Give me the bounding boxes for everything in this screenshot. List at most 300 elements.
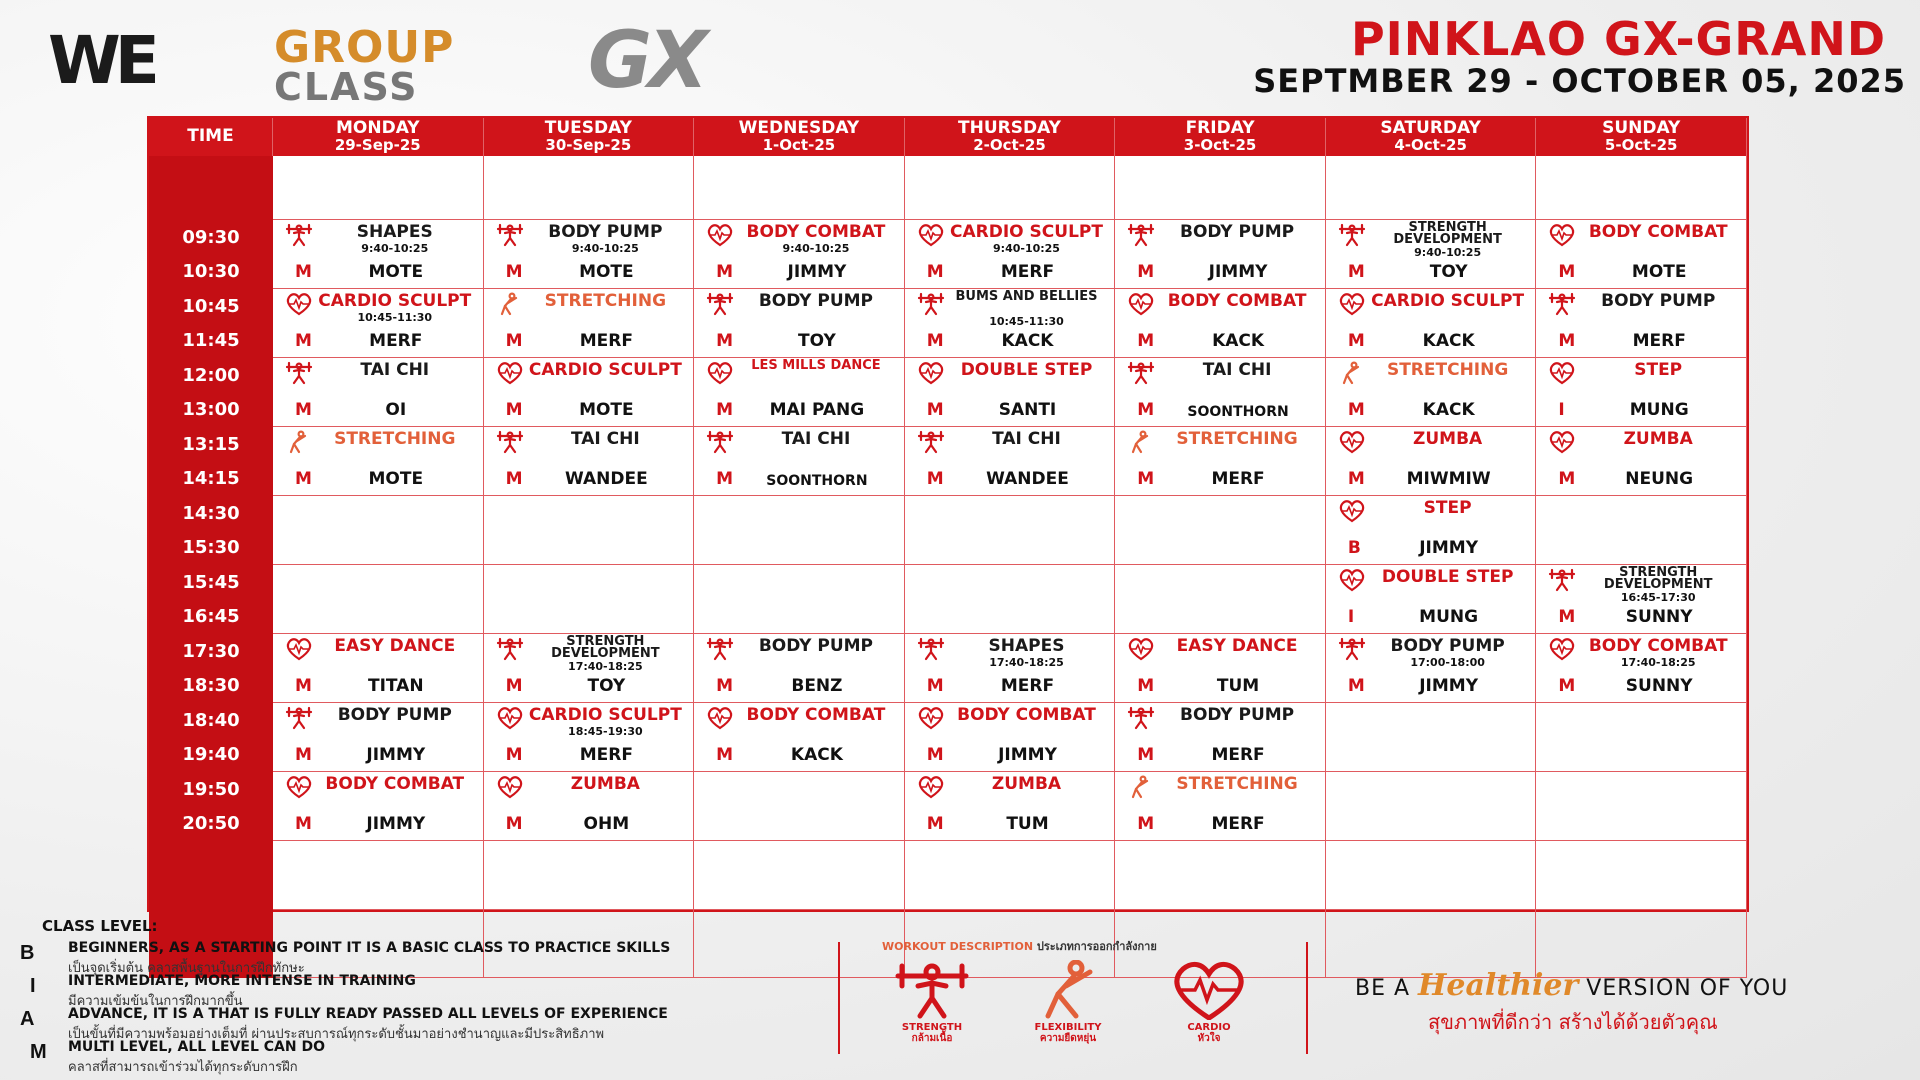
class-card[interactable] <box>1536 427 1747 496</box>
day-date: 2-Oct-25 <box>973 136 1046 155</box>
cardio-icon <box>496 361 524 385</box>
class-time: 17:40-18:25 <box>989 656 1064 669</box>
slot-end: 15:30 <box>182 537 240 559</box>
slot-start: 14:30 <box>182 502 240 524</box>
class-name: STRENGTH DEVELOPMENT <box>1603 565 1713 593</box>
class-name: STRETCHING <box>1176 429 1298 449</box>
class-card[interactable] <box>694 289 905 358</box>
level-letter: I <box>30 975 36 997</box>
trainer-name: JIMMY <box>787 262 847 282</box>
class-level: M <box>505 676 523 696</box>
class-card[interactable] <box>273 220 484 289</box>
class-name: BODY PUMP <box>548 222 663 242</box>
class-name: CARDIO SCULPT <box>528 360 682 380</box>
day-header-sunday <box>1536 118 1747 156</box>
slot-end: 14:15 <box>182 468 240 490</box>
divider <box>838 942 840 1054</box>
class-card[interactable] <box>905 772 1116 841</box>
class-level: M <box>295 745 312 765</box>
class-level: M <box>1558 607 1576 627</box>
trainer-name: MERF <box>1000 676 1055 696</box>
class-name: STRENGTH DEVELOPMENT <box>1393 220 1502 248</box>
class-level: M <box>1347 400 1365 420</box>
schedule-cell <box>484 156 695 220</box>
class-level: M <box>1137 676 1155 696</box>
class-card[interactable] <box>905 427 1116 496</box>
class-level-title: CLASS LEVEL: <box>42 917 158 935</box>
class-time: 9:40-10:25 <box>782 242 850 255</box>
strength-icon <box>285 706 313 730</box>
class-card[interactable] <box>273 703 484 772</box>
trainer-name: JIMMY <box>1419 538 1479 558</box>
schedule-cell <box>905 565 1116 634</box>
schedule-cell <box>1326 156 1537 220</box>
trainer-name: WANDEE <box>986 469 1069 489</box>
trainer-name: MOTE <box>1631 262 1687 282</box>
strength-icon <box>706 430 734 454</box>
trainer-name: JIMMY <box>1419 676 1479 696</box>
trainer-name: TOY <box>798 331 836 351</box>
day-date: 1-Oct-25 <box>762 136 836 155</box>
class-name: BODY COMBAT <box>1588 636 1728 656</box>
schedule-cell <box>694 841 905 910</box>
trainer-name: TITAN <box>367 676 424 696</box>
class-card[interactable] <box>1115 703 1326 772</box>
class-name: STRETCHING <box>1176 774 1298 794</box>
schedule-cell <box>1536 772 1747 841</box>
class-level: M <box>1347 331 1365 351</box>
trainer-name: MERF <box>1000 262 1055 282</box>
class-card[interactable] <box>1115 772 1326 841</box>
level-description-thai: เป็นจุดเริ่มต้น คลาสพื้นฐานในการฝึกทักษะ <box>68 961 305 976</box>
cardio-icon <box>496 706 524 730</box>
cardio-icon <box>1548 637 1576 661</box>
schedule-cell <box>694 772 905 841</box>
class-level: M <box>1137 331 1155 351</box>
class-card[interactable] <box>484 634 695 703</box>
day-date: 29-Sep-25 <box>334 136 421 155</box>
workout-label: FLEXIBILITY ความยืดหยุ่น <box>1034 1022 1102 1044</box>
trainer-name: MERF <box>1211 469 1265 489</box>
day-name: THURSDAY <box>958 118 1061 139</box>
time-header: TIME <box>149 118 273 156</box>
strength-icon <box>917 637 945 661</box>
schedule-cell <box>484 841 695 910</box>
flexibility-icon <box>1008 960 1128 1020</box>
day-name: FRIDAY <box>1185 118 1255 139</box>
trainer-name: NEUNG <box>1625 469 1694 489</box>
class-card[interactable] <box>905 358 1116 427</box>
class-level: M <box>716 262 734 282</box>
class-card[interactable] <box>484 703 695 772</box>
strength-icon <box>1338 223 1366 247</box>
cardio-icon <box>917 361 945 385</box>
level-description: ADVANCE, IT IS A THAT IS FULLY READY PASSED ALL LEVELS OF EXPERIENCE <box>68 1006 668 1022</box>
trainer-name: KACK <box>790 745 843 765</box>
class-card[interactable] <box>484 289 695 358</box>
slot-start: 15:45 <box>182 571 240 593</box>
class-level: M <box>505 745 523 765</box>
class-name: BODY COMBAT <box>325 774 465 794</box>
workout-label: STRENGTH กล้ามเนื้อ <box>901 1022 963 1044</box>
logo <box>48 16 748 109</box>
class-card[interactable] <box>1326 427 1537 496</box>
slogan-thai: สุขภาพที่ดีกว่า สร้างได้ด้วยตัวคุณ <box>1428 1010 1718 1034</box>
schedule-cell <box>1115 156 1326 220</box>
trainer-name: MUNG <box>1419 607 1479 627</box>
strength-icon <box>496 637 524 661</box>
logo-group: GROUP <box>274 22 455 73</box>
class-level: M <box>716 745 734 765</box>
strength-icon <box>706 637 734 661</box>
class-card[interactable] <box>694 427 905 496</box>
slogan: BE A Healthier VERSION OF YOU <box>1355 968 1789 1003</box>
level-description-thai: มีความเข้มข้นในการฝึกมากขึ้น <box>68 994 243 1009</box>
class-card[interactable] <box>905 634 1116 703</box>
day-header-friday <box>1115 118 1326 156</box>
class-name: BODY COMBAT <box>746 222 886 242</box>
strength-icon <box>496 223 524 247</box>
class-name: BODY COMBAT <box>957 705 1096 725</box>
time-column <box>149 156 273 978</box>
class-name: STRETCHING <box>334 429 456 449</box>
class-time: 10:45-11:30 <box>989 315 1064 328</box>
class-name: CARDIO SCULPT <box>950 222 1103 242</box>
class-name: CARDIO SCULPT <box>528 705 682 725</box>
strength-icon <box>1548 292 1576 316</box>
day-date: 5-Oct-25 <box>1604 136 1678 155</box>
class-name: STEP <box>1423 498 1472 518</box>
class-name: CARDIO SCULPT <box>1371 291 1525 311</box>
level-description: MULTI LEVEL, ALL LEVEL CAN DO <box>68 1039 325 1055</box>
trainer-name: KACK <box>1212 331 1265 351</box>
class-level: M <box>1137 469 1155 489</box>
level-letter: M <box>30 1041 47 1063</box>
level-description-thai: เป็นขั้นที่มีความพร้อมอย่างเต็มที่ ผ่านประสบการณ์ทุกระดับชั้นมาอย่างชำนาญและมีประสิทธิภาพ <box>68 1027 605 1042</box>
class-card[interactable] <box>1536 220 1747 289</box>
day-header-monday <box>273 118 484 156</box>
class-card[interactable] <box>484 427 695 496</box>
trainer-name: SOONTHORN <box>766 473 868 489</box>
cardio-icon <box>1548 361 1576 385</box>
class-card[interactable] <box>484 772 695 841</box>
class-name: BODY PUMP <box>1601 291 1716 311</box>
class-name: STRETCHING <box>544 291 667 311</box>
class-level: M <box>505 400 523 420</box>
class-level: M <box>1137 400 1155 420</box>
class-card[interactable] <box>905 220 1116 289</box>
schedule-cell <box>484 496 695 565</box>
trainer-name: MERF <box>579 745 633 765</box>
cardio-icon <box>917 775 945 799</box>
trainer-name: OI <box>385 400 407 420</box>
strength-icon <box>496 430 524 454</box>
class-card[interactable] <box>694 703 905 772</box>
class-level: M <box>295 814 312 834</box>
trainer-name: MOTE <box>368 262 424 282</box>
class-level: M <box>505 262 523 282</box>
slot-end: 10:30 <box>182 261 240 283</box>
time-slot <box>182 427 239 496</box>
class-level: M <box>716 400 734 420</box>
class-level: M <box>295 262 312 282</box>
schedule-cell <box>273 565 484 634</box>
class-name: CARDIO SCULPT <box>318 291 472 311</box>
cardio-icon <box>917 706 945 730</box>
trainer-name: KACK <box>1422 400 1475 420</box>
class-card[interactable] <box>1115 289 1326 358</box>
schedule-cell <box>273 841 484 910</box>
divider <box>1306 942 1308 1054</box>
schedule-table <box>147 116 1749 912</box>
class-level-item <box>16 1008 816 1041</box>
class-card[interactable] <box>1536 565 1747 634</box>
class-name: ZUMBA <box>570 774 640 794</box>
class-card[interactable] <box>1115 220 1326 289</box>
class-card[interactable] <box>1536 634 1747 703</box>
date-range: SEPTMBER 29 - OCTOBER 05, 2025 <box>1253 62 1906 100</box>
workout-item <box>872 960 992 1044</box>
time-slot <box>182 634 239 703</box>
class-level: M <box>926 400 944 420</box>
class-level: M <box>926 814 944 834</box>
class-time: 10:45-11:30 <box>357 311 433 324</box>
trainer-name: JIMMY <box>1208 262 1268 282</box>
class-card[interactable] <box>1326 358 1537 427</box>
class-level: M <box>1137 745 1155 765</box>
cardio-icon <box>285 775 313 799</box>
cardio-icon <box>1548 430 1576 454</box>
time-slot <box>182 220 239 289</box>
trainer-name: MOTE <box>579 400 634 420</box>
class-name: BUMS AND BELLIES <box>955 289 1098 304</box>
cardio-icon <box>1149 960 1269 1020</box>
class-card[interactable] <box>273 289 484 358</box>
class-level: M <box>505 469 523 489</box>
day-name: SATURDAY <box>1380 118 1481 139</box>
class-name: LES MILLS DANCE <box>751 358 881 373</box>
schedule-cell <box>1115 565 1326 634</box>
schedule-cell <box>484 565 695 634</box>
class-card[interactable] <box>694 634 905 703</box>
class-name: BODY PUMP <box>758 636 873 656</box>
schedule-cell <box>273 156 484 220</box>
class-name: DOUBLE STEP <box>960 360 1093 380</box>
class-level-item <box>16 942 816 975</box>
class-name: BODY PUMP <box>337 705 452 725</box>
class-level: M <box>926 745 944 765</box>
workout-label: CARDIO หัวใจ <box>1187 1022 1231 1044</box>
trainer-name: SOONTHORN <box>1187 404 1289 420</box>
class-level: M <box>1558 262 1576 282</box>
class-level: M <box>926 262 944 282</box>
slot-end: 19:40 <box>182 744 240 766</box>
class-name: BODY PUMP <box>758 291 873 311</box>
slot-start: 09:30 <box>182 226 240 248</box>
trainer-name: MIWMIW <box>1406 469 1491 489</box>
class-card[interactable] <box>1326 220 1537 289</box>
trainer-name: OHM <box>583 814 630 834</box>
class-name: EASY DANCE <box>1176 636 1298 656</box>
class-card[interactable] <box>694 358 905 427</box>
class-level: M <box>1347 469 1365 489</box>
logo-we: WE <box>48 22 154 99</box>
level-letter: B <box>20 942 35 964</box>
class-level-item <box>16 975 816 1008</box>
class-level: M <box>1347 676 1365 696</box>
strength-icon <box>1338 637 1366 661</box>
trainer-name: SUNNY <box>1625 676 1693 696</box>
class-level: M <box>926 676 944 696</box>
schedule-cell <box>905 496 1116 565</box>
slot-end: 11:45 <box>182 330 240 352</box>
schedule-cell <box>1536 156 1747 220</box>
cardio-icon <box>706 706 734 730</box>
class-level-item <box>16 1041 816 1074</box>
trainer-name: KACK <box>1001 331 1054 351</box>
cardio-icon <box>1548 223 1576 247</box>
schedule-cell <box>694 565 905 634</box>
strength-icon <box>1127 706 1155 730</box>
strength-icon <box>285 361 313 385</box>
schedule-cell <box>1326 772 1537 841</box>
class-card[interactable] <box>1326 496 1537 565</box>
class-level: M <box>1347 262 1365 282</box>
class-card[interactable] <box>1326 565 1537 634</box>
schedule-cell <box>1536 703 1747 772</box>
slot-start: 17:30 <box>182 640 240 662</box>
class-card[interactable] <box>694 220 905 289</box>
class-name: TAI CHI <box>992 429 1061 449</box>
trainer-name: JIMMY <box>366 814 426 834</box>
trainer-name: TOY <box>1429 262 1468 282</box>
class-name: SHAPES <box>988 636 1065 656</box>
slot-start: 13:15 <box>182 433 240 455</box>
class-level: M <box>716 676 734 696</box>
time-slot <box>182 496 239 565</box>
class-card[interactable] <box>1326 289 1537 358</box>
schedule-cell <box>1536 841 1747 910</box>
class-name: BODY COMBAT <box>746 705 886 725</box>
trainer-name: JIMMY <box>998 745 1057 765</box>
class-name: TAI CHI <box>360 360 430 380</box>
class-card[interactable] <box>273 634 484 703</box>
strength-icon <box>872 960 992 1020</box>
strength-icon <box>917 292 945 316</box>
class-card[interactable] <box>273 772 484 841</box>
level-description-thai: คลาสที่สามารถเข้าร่วมได้ทุกระดับการฝึก <box>68 1060 298 1075</box>
day-name: TUESDAY <box>544 118 632 139</box>
flexibility-icon <box>285 430 313 454</box>
trainer-name: WANDEE <box>564 469 648 489</box>
class-name: BODY PUMP <box>1390 636 1505 656</box>
trainer-name: JIMMY <box>366 745 426 765</box>
class-card[interactable] <box>1536 358 1747 427</box>
trainer-name: BENZ <box>791 676 843 696</box>
class-level: M <box>1558 331 1576 351</box>
level-description: BEGINNERS, AS A STARTING POINT IT IS A BASIC CLASS TO PRACTICE SKILLS <box>68 940 671 956</box>
class-name: ZUMBA <box>1623 429 1693 449</box>
trainer-name: MERF <box>1632 331 1686 351</box>
day-date: 30-Sep-25 <box>545 136 632 155</box>
class-name: EASY DANCE <box>334 636 456 656</box>
schedule-cell <box>273 496 484 565</box>
class-card[interactable] <box>905 703 1116 772</box>
trainer-name: TOY <box>587 676 626 696</box>
class-card[interactable] <box>1536 289 1747 358</box>
class-level: M <box>716 331 734 351</box>
class-card[interactable] <box>273 427 484 496</box>
class-name: BODY PUMP <box>1179 705 1295 725</box>
flexibility-icon <box>1338 361 1366 385</box>
class-name: TAI CHI <box>1202 360 1272 380</box>
class-card[interactable] <box>484 220 695 289</box>
trainer-name: TUM <box>1006 814 1049 834</box>
day-header-wednesday <box>694 118 905 156</box>
day-date: 4-Oct-25 <box>1394 136 1467 155</box>
day-header-saturday <box>1326 118 1537 156</box>
cardio-icon <box>706 223 734 247</box>
schedule-cell <box>905 841 1116 910</box>
class-name: TAI CHI <box>570 429 640 449</box>
class-level: M <box>1558 469 1576 489</box>
class-card[interactable] <box>484 358 695 427</box>
schedule-cell <box>905 156 1116 220</box>
class-card[interactable] <box>273 358 484 427</box>
class-time: 9:40-10:25 <box>1414 246 1482 259</box>
cardio-icon <box>1338 292 1366 316</box>
slot-start: 19:50 <box>182 778 240 800</box>
class-time: 9:40-10:25 <box>993 242 1060 255</box>
time-slot <box>182 358 239 427</box>
class-card[interactable] <box>1115 358 1326 427</box>
class-time: 18:45-19:30 <box>568 725 643 738</box>
trainer-name: MOTE <box>579 262 634 282</box>
slot-end: 16:45 <box>182 606 240 628</box>
slot-end: 13:00 <box>182 399 240 421</box>
trainer-name: MOTE <box>368 469 424 489</box>
branch-title: PINKLAO GX-GRAND <box>1350 12 1886 66</box>
workout-item <box>1149 960 1269 1044</box>
class-card[interactable] <box>1326 634 1537 703</box>
class-name: TAI CHI <box>781 429 851 449</box>
strength-icon <box>1127 223 1155 247</box>
class-name: SHAPES <box>356 222 433 242</box>
class-name: DOUBLE STEP <box>1381 567 1514 587</box>
class-card[interactable] <box>1115 427 1326 496</box>
class-name: STRETCHING <box>1386 360 1509 380</box>
cardio-icon <box>1127 637 1155 661</box>
class-level: M <box>1558 676 1576 696</box>
schedule-cell <box>694 156 905 220</box>
time-slot <box>182 289 239 358</box>
class-level: M <box>295 469 312 489</box>
class-time: 17:40-18:25 <box>1620 656 1696 669</box>
class-level: M <box>926 469 944 489</box>
class-name: STEP <box>1634 360 1683 380</box>
slot-start: 10:45 <box>182 295 240 317</box>
cardio-icon <box>496 775 524 799</box>
class-card[interactable] <box>1115 634 1326 703</box>
strength-icon <box>285 223 313 247</box>
class-level: M <box>295 676 312 696</box>
flexibility-icon <box>496 292 524 316</box>
cardio-icon <box>285 637 313 661</box>
strength-icon <box>917 430 945 454</box>
class-card[interactable] <box>905 289 1116 358</box>
class-level: M <box>295 400 312 420</box>
trainer-name: MAI PANG <box>769 400 865 420</box>
